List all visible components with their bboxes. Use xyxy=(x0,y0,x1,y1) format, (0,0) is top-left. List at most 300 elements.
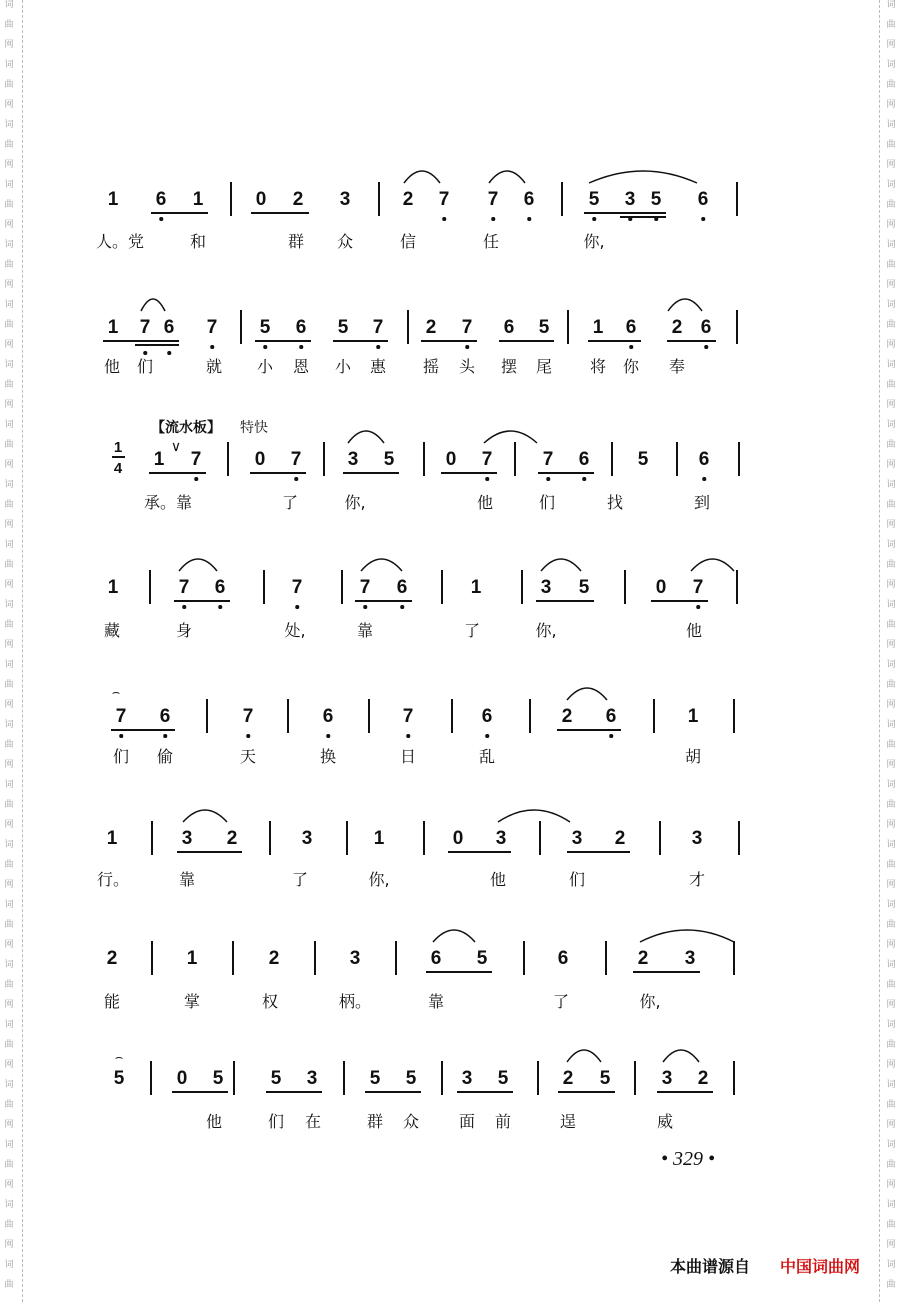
note: 2 xyxy=(268,948,280,969)
watermark-char: 网 xyxy=(4,1000,14,1010)
watermark-char: 网 xyxy=(886,820,896,830)
tie-in-mark: ⌢ xyxy=(111,684,121,699)
lyric: 他 xyxy=(489,870,507,889)
slur-arc xyxy=(178,558,218,572)
bar-line xyxy=(287,699,289,733)
beam-underline xyxy=(172,1091,228,1093)
lyric: 日 xyxy=(399,747,417,766)
note: 6 xyxy=(396,577,408,598)
watermark-char: 网 xyxy=(886,700,896,710)
bar-line xyxy=(676,442,678,476)
accent-mark: ∨ xyxy=(170,438,182,454)
lyric: 就 xyxy=(205,357,223,376)
note: 6 xyxy=(523,189,535,210)
note: 1 xyxy=(592,317,604,338)
bar-line xyxy=(659,821,661,855)
note: 3 xyxy=(306,1068,318,1089)
beam-underline xyxy=(421,340,477,342)
lyric: 靠 xyxy=(427,992,445,1011)
watermark-char: 网 xyxy=(4,640,14,650)
bar-line xyxy=(441,1061,443,1095)
watermark-char: 网 xyxy=(886,1240,896,1250)
lyric: 威 xyxy=(656,1112,674,1131)
watermark-char: 词 xyxy=(4,960,14,970)
note: 5 xyxy=(599,1068,611,1089)
note: 1 xyxy=(373,828,385,849)
note: 3 xyxy=(691,828,703,849)
note: 7 xyxy=(359,577,371,598)
octave-dot xyxy=(485,734,489,738)
watermark-char: 曲 xyxy=(4,860,14,870)
watermark-char: 曲 xyxy=(886,620,896,630)
slur-arc xyxy=(566,1049,602,1063)
watermark-char: 词 xyxy=(4,360,14,370)
watermark-char: 曲 xyxy=(886,980,896,990)
lyric: 才 xyxy=(688,870,706,889)
lyric: 面 xyxy=(458,1112,476,1131)
watermark-char: 曲 xyxy=(4,380,14,390)
lyric: 头 xyxy=(458,357,476,376)
slur-arc xyxy=(347,430,385,444)
watermark-char: 曲 xyxy=(4,980,14,990)
watermark-char: 网 xyxy=(4,1120,14,1130)
bar-line xyxy=(263,570,265,604)
lyric: 了 xyxy=(281,493,299,512)
lyric: 换 xyxy=(319,747,337,766)
watermark-char: 曲 xyxy=(886,560,896,570)
watermark-char: 曲 xyxy=(4,620,14,630)
watermark-char: 网 xyxy=(4,580,14,590)
note: 5 xyxy=(637,449,649,470)
time-sig-denominator: 4 xyxy=(113,460,123,477)
watermark-char: 词 xyxy=(886,480,896,490)
lyric: 他 xyxy=(205,1112,223,1131)
octave-dot xyxy=(363,605,367,609)
watermark-char: 网 xyxy=(886,1180,896,1190)
bar-line xyxy=(269,821,271,855)
watermark-char: 词 xyxy=(4,1020,14,1030)
lyric: 你, xyxy=(368,870,390,889)
note: 7 xyxy=(206,317,218,338)
watermark-char: 网 xyxy=(4,880,14,890)
watermark-char: 曲 xyxy=(886,260,896,270)
lyric: 任 xyxy=(482,232,500,251)
beam-underline xyxy=(266,1091,322,1093)
octave-dot xyxy=(376,345,380,349)
octave-dot xyxy=(592,217,596,221)
lyric: 你 xyxy=(622,357,640,376)
note: 5 xyxy=(650,189,662,210)
slur-arc xyxy=(667,298,703,312)
watermark-char: 网 xyxy=(886,40,896,50)
note: 7 xyxy=(487,189,499,210)
watermark-char: 网 xyxy=(886,400,896,410)
watermark-char: 曲 xyxy=(886,920,896,930)
lyric: 乱 xyxy=(478,747,496,766)
note: 7 xyxy=(242,706,254,727)
watermark-char: 网 xyxy=(4,940,14,950)
note: 2 xyxy=(697,1068,709,1089)
watermark-char: 曲 xyxy=(4,1160,14,1170)
watermark-char: 词 xyxy=(4,1140,14,1150)
note: 2 xyxy=(292,189,304,210)
bar-line xyxy=(736,310,738,344)
source-prefix: 本曲谱源自 xyxy=(670,1257,751,1276)
slur-arc xyxy=(639,929,735,943)
note: 3 xyxy=(349,948,361,969)
beam-underline xyxy=(441,472,497,474)
note: 0 xyxy=(655,577,667,598)
octave-dot xyxy=(527,217,531,221)
bar-line xyxy=(149,570,151,604)
beam-underline xyxy=(365,1091,421,1093)
watermark-char: 曲 xyxy=(4,1040,14,1050)
note: 5 xyxy=(476,948,488,969)
watermark-char: 曲 xyxy=(4,440,14,450)
watermark-char: 曲 xyxy=(886,320,896,330)
note: 1 xyxy=(153,449,165,470)
time-sig-line xyxy=(112,456,125,458)
note: 3 xyxy=(181,828,193,849)
lyric: 能 xyxy=(103,992,121,1011)
lyric: 群 xyxy=(287,232,305,251)
octave-dot xyxy=(263,345,267,349)
beam-underline xyxy=(103,340,179,342)
beam-underline xyxy=(426,971,492,973)
bar-line xyxy=(653,699,655,733)
note: 7 xyxy=(461,317,473,338)
note: 6 xyxy=(605,706,617,727)
beam-underline xyxy=(620,216,666,218)
bar-line xyxy=(624,570,626,604)
watermark-char: 网 xyxy=(886,340,896,350)
page-number: • 329 • xyxy=(661,1148,716,1170)
watermark-char: 曲 xyxy=(886,380,896,390)
watermark-char: 词 xyxy=(4,1080,14,1090)
bar-line xyxy=(227,442,229,476)
watermark-char: 曲 xyxy=(886,800,896,810)
beam-underline xyxy=(584,212,666,214)
bar-line xyxy=(523,941,525,975)
watermark-char: 网 xyxy=(886,100,896,110)
note: 6 xyxy=(700,317,712,338)
octave-dot xyxy=(546,477,550,481)
bar-line xyxy=(232,941,234,975)
note: 7 xyxy=(692,577,704,598)
lyric: 掌 xyxy=(183,992,201,1011)
slur-arc xyxy=(432,929,476,943)
note: 6 xyxy=(503,317,515,338)
bar-line xyxy=(423,821,425,855)
watermark-char: 曲 xyxy=(4,80,14,90)
beam-underline xyxy=(149,472,206,474)
watermark-char: 词 xyxy=(886,1080,896,1090)
note: 3 xyxy=(624,189,636,210)
bar-line xyxy=(395,941,397,975)
beam-underline xyxy=(657,1091,713,1093)
note: 3 xyxy=(339,189,351,210)
watermark-char: 词 xyxy=(4,60,14,70)
note: 7 xyxy=(290,449,302,470)
watermark-char: 词 xyxy=(4,420,14,430)
watermark-char: 曲 xyxy=(4,320,14,330)
lyric: 摆 xyxy=(500,357,518,376)
note: 7 xyxy=(481,449,493,470)
watermark-char: 词 xyxy=(886,660,896,670)
note: 5 xyxy=(259,317,271,338)
watermark-char: 词 xyxy=(4,900,14,910)
octave-dot xyxy=(246,734,250,738)
bar-line xyxy=(736,570,738,604)
watermark-char: 词 xyxy=(886,60,896,70)
beam-underline xyxy=(250,472,306,474)
note: 5 xyxy=(405,1068,417,1089)
note: 2 xyxy=(425,317,437,338)
note: 7 xyxy=(190,449,202,470)
watermark-char: 词 xyxy=(886,960,896,970)
octave-dot xyxy=(295,605,299,609)
watermark-char: 曲 xyxy=(886,1280,896,1290)
bar-line xyxy=(206,699,208,733)
beam-underline xyxy=(557,729,621,731)
note: 6 xyxy=(163,317,175,338)
watermark-char: 词 xyxy=(886,840,896,850)
octave-dot xyxy=(485,477,489,481)
watermark-char: 曲 xyxy=(886,1040,896,1050)
octave-dot xyxy=(210,345,214,349)
bar-line xyxy=(441,570,443,604)
watermark-char: 曲 xyxy=(886,860,896,870)
bar-line xyxy=(514,442,516,476)
note: 1 xyxy=(470,577,482,598)
watermark-char: 词 xyxy=(4,780,14,790)
octave-dot xyxy=(701,217,705,221)
watermark-char: 曲 xyxy=(4,560,14,570)
note: 6 xyxy=(322,706,334,727)
note: 5 xyxy=(270,1068,282,1089)
lyric: 藏 xyxy=(103,621,121,640)
lyric: 和 xyxy=(189,232,207,251)
bar-line xyxy=(736,182,738,216)
beam-underline xyxy=(558,1091,615,1093)
watermark-char: 曲 xyxy=(886,80,896,90)
watermark-char: 网 xyxy=(886,640,896,650)
note: 7 xyxy=(402,706,414,727)
note: 0 xyxy=(452,828,464,849)
beam-underline xyxy=(255,340,311,342)
watermark-char: 曲 xyxy=(886,20,896,30)
note: 5 xyxy=(212,1068,224,1089)
watermark-char: 网 xyxy=(4,700,14,710)
beam-underline xyxy=(343,472,399,474)
bar-line xyxy=(733,1061,735,1095)
note: 1 xyxy=(107,317,119,338)
watermark-char: 网 xyxy=(4,460,14,470)
slur-arc xyxy=(497,809,571,823)
bar-line xyxy=(314,941,316,975)
slur-arc xyxy=(540,558,582,572)
slur-arc xyxy=(483,430,538,444)
octave-dot xyxy=(167,351,171,355)
bar-line xyxy=(561,182,563,216)
beam-underline xyxy=(536,600,594,602)
bar-line xyxy=(343,1061,345,1095)
beam-underline xyxy=(151,212,208,214)
lyric: 小 xyxy=(334,357,352,376)
watermark-char: 网 xyxy=(4,1060,14,1070)
watermark-char: 词 xyxy=(4,840,14,850)
watermark-char: 曲 xyxy=(886,1100,896,1110)
watermark-char: 词 xyxy=(4,720,14,730)
watermark-char: 网 xyxy=(886,460,896,470)
note: 1 xyxy=(186,948,198,969)
watermark-char: 词 xyxy=(886,1260,896,1270)
note: 6 xyxy=(557,948,569,969)
lyric: 了 xyxy=(463,621,481,640)
watermark-char: 网 xyxy=(886,220,896,230)
note: 7 xyxy=(139,317,151,338)
lyric: 逞 xyxy=(559,1112,577,1131)
watermark-char: 曲 xyxy=(4,200,14,210)
bar-line xyxy=(233,1061,235,1095)
watermark-char: 曲 xyxy=(886,500,896,510)
octave-dot xyxy=(628,217,632,221)
octave-dot xyxy=(194,477,198,481)
note: 5 xyxy=(113,1068,125,1089)
note: 7 xyxy=(291,577,303,598)
octave-dot xyxy=(465,345,469,349)
watermark-char: 网 xyxy=(886,280,896,290)
watermark-char: 词 xyxy=(4,1200,14,1210)
lyric: 在 xyxy=(304,1112,322,1131)
octave-dot xyxy=(696,605,700,609)
watermark-char: 词 xyxy=(4,480,14,490)
beam-underline xyxy=(448,851,511,853)
bar-line xyxy=(738,442,740,476)
watermark-char: 词 xyxy=(886,540,896,550)
note: 3 xyxy=(661,1068,673,1089)
lyric: 了 xyxy=(291,870,309,889)
octave-dot xyxy=(491,217,495,221)
slur-arc xyxy=(360,558,403,572)
bar-line xyxy=(521,570,523,604)
lyric: 你, xyxy=(535,621,557,640)
watermark-char: 曲 xyxy=(4,680,14,690)
bar-line xyxy=(567,310,569,344)
watermark-char: 网 xyxy=(886,520,896,530)
note: 6 xyxy=(481,706,493,727)
octave-dot xyxy=(400,605,404,609)
lyric: 群 xyxy=(366,1112,384,1131)
watermark-char: 网 xyxy=(4,40,14,50)
watermark-char: 曲 xyxy=(886,1160,896,1170)
watermark-char: 词 xyxy=(886,1200,896,1210)
slur-arc xyxy=(662,1049,700,1063)
watermark-char: 词 xyxy=(886,0,896,10)
watermark-char: 曲 xyxy=(4,1220,14,1230)
lyric: 他 xyxy=(476,493,494,512)
note: 5 xyxy=(383,449,395,470)
octave-dot xyxy=(182,605,186,609)
lyric: 到 xyxy=(693,493,711,512)
source-site[interactable]: 中国词曲网 xyxy=(780,1257,861,1276)
note: 6 xyxy=(430,948,442,969)
bar-line xyxy=(150,1061,152,1095)
watermark-char: 词 xyxy=(886,720,896,730)
beam-underline xyxy=(135,344,179,346)
bar-line xyxy=(346,821,348,855)
bar-line xyxy=(611,442,613,476)
watermark-char: 词 xyxy=(4,120,14,130)
note: 1 xyxy=(107,189,119,210)
note: 0 xyxy=(254,449,266,470)
lyric: 们 xyxy=(267,1112,285,1131)
watermark-char: 词 xyxy=(4,660,14,670)
watermark-char: 网 xyxy=(886,1060,896,1070)
watermark-char: 词 xyxy=(886,420,896,430)
watermark-char: 曲 xyxy=(886,200,896,210)
watermark-char: 网 xyxy=(4,760,14,770)
right-border xyxy=(879,0,880,1302)
note: 5 xyxy=(588,189,600,210)
note: 1 xyxy=(687,706,699,727)
watermark-char: 词 xyxy=(886,900,896,910)
time-sig-numerator: 1 xyxy=(113,439,123,456)
watermark-char: 网 xyxy=(886,880,896,890)
watermark-char: 网 xyxy=(4,1180,14,1190)
lyric: 你, xyxy=(639,992,661,1011)
lyric: 他 xyxy=(103,357,121,376)
lyric: 他 xyxy=(685,621,703,640)
watermark-char: 网 xyxy=(4,520,14,530)
bar-line xyxy=(407,310,409,344)
tie-in-mark: ⌢ xyxy=(114,1049,124,1064)
watermark-char: 词 xyxy=(4,240,14,250)
slur-arc xyxy=(690,558,735,572)
note: 5 xyxy=(578,577,590,598)
octave-dot xyxy=(143,351,147,355)
watermark-char: 词 xyxy=(886,600,896,610)
lyric: 处, xyxy=(284,621,306,640)
note: 5 xyxy=(538,317,550,338)
note: 5 xyxy=(337,317,349,338)
beam-underline xyxy=(355,600,412,602)
bar-line xyxy=(240,310,242,344)
watermark-char: 词 xyxy=(886,120,896,130)
lyric: 偷 xyxy=(156,747,174,766)
lyric: 众 xyxy=(336,232,354,251)
note: 2 xyxy=(402,189,414,210)
bar-line xyxy=(605,941,607,975)
beam-underline xyxy=(333,340,388,342)
octave-dot xyxy=(629,345,633,349)
beam-underline xyxy=(633,971,700,973)
slur-arc xyxy=(403,170,441,184)
section-label: 【流水板】 xyxy=(151,420,221,436)
watermark-char: 词 xyxy=(4,600,14,610)
octave-dot xyxy=(702,477,706,481)
note: 3 xyxy=(571,828,583,849)
watermark-char: 曲 xyxy=(4,800,14,810)
lyric: 小 xyxy=(256,357,274,376)
watermark-char: 网 xyxy=(886,580,896,590)
octave-dot xyxy=(294,477,298,481)
slur-arc xyxy=(488,170,526,184)
watermark-char: 网 xyxy=(4,220,14,230)
lyric: 将 xyxy=(589,357,607,376)
slur-arc xyxy=(182,809,228,823)
watermark-char: 网 xyxy=(4,280,14,290)
